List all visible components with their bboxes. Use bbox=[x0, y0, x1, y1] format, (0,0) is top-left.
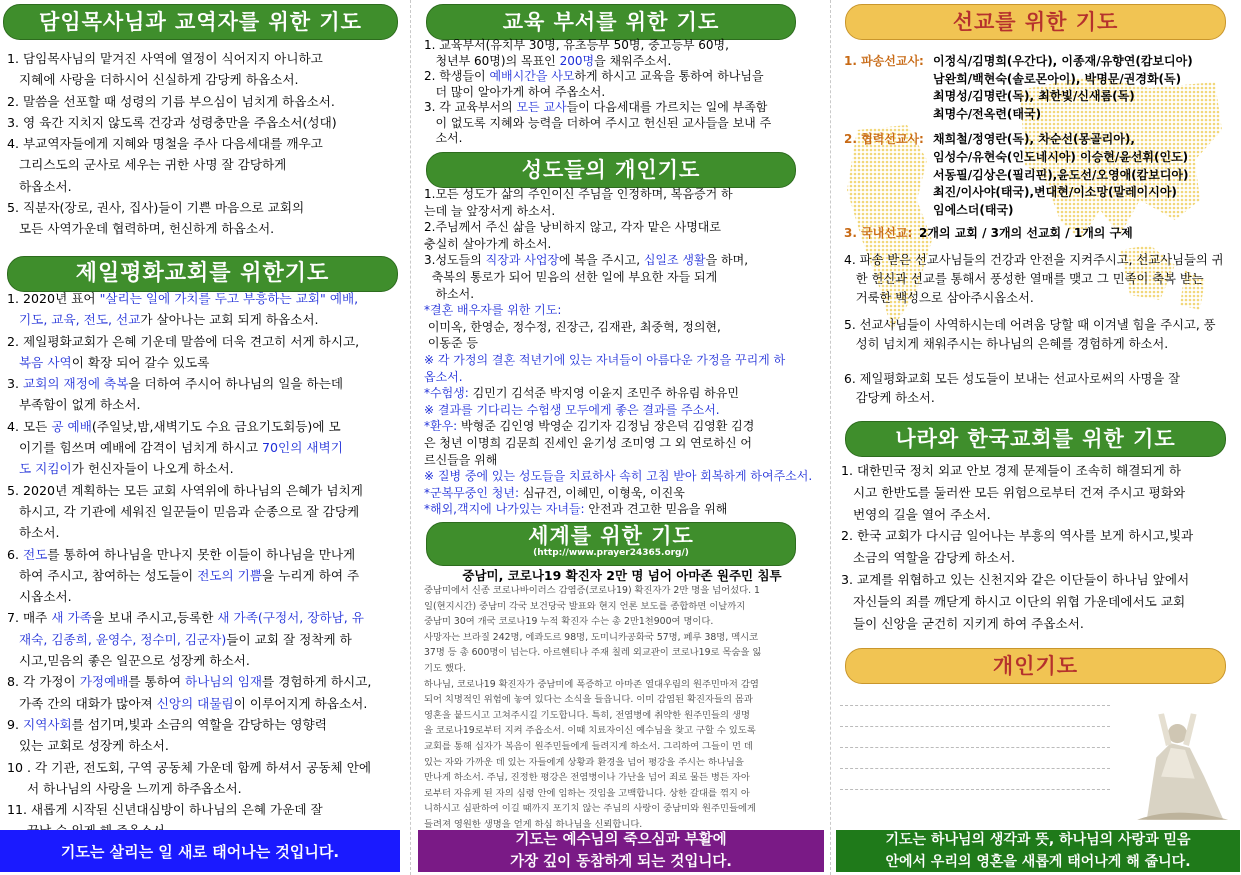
prayer-line bbox=[7, 671, 402, 692]
body-text: 박형준 김인영 박영순 김기자 김정님 장은덕 김영환 김경 bbox=[457, 419, 755, 434]
highlight-text: *군복무중인 청년: bbox=[424, 485, 520, 500]
prayer-line: 1. 담임목사님의 맡겨진 사역에 열정이 식어지지 아니하고 bbox=[7, 51, 323, 66]
body-text: 7. 매주 bbox=[7, 610, 52, 626]
body-text: 가 살아나는 교회 되게 하옵소서. bbox=[140, 312, 319, 328]
mission-line: 서동필/김상은(필리핀),윤도선/오영애(캄보디아) bbox=[933, 167, 1189, 182]
prayer-line: 5. 직분자(장로, 권사, 집사)들이 기쁜 마음으로 교회의 bbox=[7, 200, 305, 216]
body-text: 9. bbox=[7, 716, 24, 732]
prayer-line: 1. 대한민국 정치 외교 안보 경제 문제들이 조속히 해결되게 하 bbox=[841, 463, 1182, 478]
world-news-line: 사망자는 브라질 242명, 에콰도르 98명, 도미니카공화국 57명, 페루 38명, 멕시코 bbox=[424, 631, 759, 643]
prayer-line bbox=[424, 335, 824, 352]
prayer-line bbox=[7, 799, 402, 820]
domestic-mission-text: 2개의 교회 / 3개의 선교회 / 1개의 구제 bbox=[919, 226, 1133, 241]
body-text: 들이 교회 잘 정착케 하 bbox=[226, 631, 352, 647]
header-members-prayer: 성도들의 개인기도 bbox=[426, 152, 796, 188]
prayer-line bbox=[7, 309, 402, 330]
world-news-line: 일(현지시간) 중남미 각국 보건당국 발표와 현지 언론 보도를 종합하면 이날까지 bbox=[424, 600, 746, 612]
prayer-line: 들이 신앙을 굳건히 지키게 하여 주옵소서. bbox=[841, 615, 1084, 631]
mission-line: 이정식/김명희(우간다), 이종재/유향연(캄보디아) bbox=[933, 54, 1193, 68]
highlight-text: ※ 결과를 기다리는 수험생 모두에게 좋은 결과를 주소서. bbox=[424, 402, 720, 417]
fold-divider bbox=[830, 0, 831, 875]
prayer-line bbox=[424, 69, 820, 85]
world-news-body bbox=[424, 583, 822, 833]
header-mission-prayer: 선교를 위한 기도 bbox=[845, 4, 1226, 40]
mission-line: 임성수/유현숙(인도네시아) 이승현/윤선휘(인도) bbox=[933, 149, 1189, 164]
highlight-text: 가정예배 bbox=[79, 674, 129, 690]
prayer-line bbox=[7, 607, 402, 628]
body-text: 를 섬기며,빛과 소금의 역할을 감당하는 영향력 bbox=[71, 716, 327, 732]
prayer-line bbox=[7, 522, 402, 543]
world-news-line: 영혼을 붙드시고 고쳐주시길 기도합니다. 특히, 전염병에 취약한 원주민들의 생명 bbox=[424, 709, 750, 721]
body-text: 1. 2020년 표어 bbox=[7, 291, 100, 306]
body-text: 를 통하여 하나님을 만나지 못한 이들이 하나님을 만나게 bbox=[47, 546, 356, 562]
header-church-prayer: 제일평화교회를 위한기도 bbox=[7, 256, 398, 292]
body-text: 하게 하시고 교육을 통하여 하나님을 bbox=[574, 69, 764, 83]
prayer-line: 4. 부교역자들에게 지혜와 명철을 주사 다음세대를 깨우고 bbox=[7, 136, 323, 152]
body-text: 하여 주시고, 참여하는 성도들이 bbox=[7, 567, 198, 583]
prayer-line bbox=[7, 757, 402, 778]
footer-c-line2: 안에서 우리의 영혼을 새롭게 태어나게 해 줍니다. bbox=[885, 854, 1191, 870]
prayer-line: 번영의 길을 열어 주소서. bbox=[841, 506, 991, 522]
world-news-line: 있는 자와 가까운 데 있는 자들에게 상황과 환경을 넘어 평강을 주시는 하나님을 bbox=[424, 756, 744, 768]
sent-missionary-names bbox=[933, 53, 1193, 123]
mission-line: 최명수/전옥련(태국) bbox=[933, 106, 1042, 121]
body-text: 이 이루어지게 하옵소서. bbox=[233, 695, 368, 711]
nation-prayer-list bbox=[841, 460, 1239, 634]
highlight-text: 교회의 재정에 축복 bbox=[23, 376, 129, 392]
body-text: 이기를 힘쓰며 예배에 감격이 넘치게 하시고 bbox=[7, 440, 263, 456]
world-news-line: 을 코로나19로부터 지켜 주옵소서. 이때 치료자이신 예수님을 찾고 구할 수 있도록 bbox=[424, 725, 756, 737]
body-text: 를 통하여 bbox=[128, 674, 186, 690]
highlight-text: 전도 bbox=[23, 546, 48, 562]
header-pastor-prayer: 담임목사님과 교역자를 위한 기도 bbox=[3, 4, 398, 40]
prayer-line: 2. 말씀을 선포할 때 성령의 기름 부으심이 넘치게 하옵소서. bbox=[7, 93, 335, 109]
prayer-line bbox=[7, 629, 402, 650]
column-ministry bbox=[412, 0, 826, 875]
prayer-line bbox=[424, 100, 820, 116]
world-prayer-title: 세계를 위한 기도 bbox=[528, 524, 694, 548]
prayer-line bbox=[424, 369, 824, 386]
prayer-line bbox=[424, 286, 824, 303]
body-text: 하소서. bbox=[7, 525, 60, 541]
mission-line: 남완희/백현숙(솔로몬아이), 박명문/권경화(독) bbox=[933, 71, 1182, 86]
body-text: 시옵소서. bbox=[7, 589, 72, 605]
body-text: 8. 각 가정이 bbox=[7, 674, 80, 690]
body-text: 1. 교육부서(유치부 30명, 유초등부 50명, 중고등부 60명, bbox=[424, 38, 729, 52]
prayer-line: 자신들의 죄를 깨닫게 하시고 이단의 위협 가운데에서도 교회 bbox=[841, 593, 1186, 609]
education-prayer-list bbox=[424, 38, 820, 147]
prayer-line: 3. 영 육간 지치지 않도록 건강과 성령충만을 주옵소서(성대) bbox=[7, 114, 337, 130]
highlight-text: 하나님의 임재 bbox=[185, 674, 263, 690]
prayer-line bbox=[7, 544, 402, 565]
prayer-line bbox=[7, 586, 402, 607]
body-text: 3. bbox=[7, 376, 24, 392]
prayer-line bbox=[424, 236, 824, 253]
body-text: 는데 늘 앞장서게 하소서. bbox=[424, 203, 556, 218]
prayer-line bbox=[424, 319, 824, 336]
highlight-text: 새 가족 bbox=[51, 610, 92, 626]
world-news-line: 하나님, 코로나19 확진자가 중남미에 폭증하고 아마존 열대우림의 원주민마저 감염 bbox=[424, 678, 759, 690]
mission-item-2 bbox=[844, 131, 1239, 219]
prayer-line bbox=[7, 650, 402, 671]
mission-item-5 bbox=[844, 316, 1239, 354]
prayer-line bbox=[7, 501, 402, 522]
highlight-text: 지역사회 bbox=[23, 716, 72, 732]
footer-c-line1: 기도는 하나님의 생각과 뜻, 하나님의 사랑과 믿음 bbox=[885, 832, 1191, 848]
world-news-title: 중남미, 코로나19 확진자 2만 명 넘어 아마존 원주민 침투 bbox=[462, 568, 782, 583]
prayer-line bbox=[424, 452, 824, 469]
mission-line: 거룩한 백성으로 삼아주시옵소서. bbox=[844, 290, 1034, 305]
body-text: 이동준 등 bbox=[424, 336, 478, 351]
prayer-line bbox=[7, 288, 402, 309]
prayer-line: 소금의 역할을 감당케 하소서. bbox=[841, 550, 1016, 566]
body-text: 11. 새롭게 시작된 신년대심방이 하나님의 은혜 가운데 잘 bbox=[7, 802, 323, 818]
highlight-text: *환우: bbox=[424, 419, 458, 434]
mission-item-6 bbox=[844, 370, 1239, 408]
body-text: 1.모든 성도가 삶의 주인이신 주님을 인정하며, 복음증거 하 bbox=[424, 187, 733, 201]
body-text: 소서. bbox=[424, 131, 463, 145]
highlight-text: 십일조 생활 bbox=[643, 253, 706, 268]
world-news-line: 37명 등 총 600명이 넘는다. 아르헨티나 주재 칠레 외교관이 코로나19로 목숨을 잃 bbox=[424, 647, 762, 659]
prayer-line bbox=[7, 565, 402, 586]
prayer-line bbox=[7, 373, 402, 394]
prayer-line bbox=[424, 54, 820, 70]
highlight-text: "살리는 일에 가치를 두고 부흥하는 교회" 예배, bbox=[99, 291, 359, 306]
body-text: 을 더하여 주시어 하나님의 일을 하는데 bbox=[128, 376, 344, 392]
body-text: (주일낮,밤,새벽기도 수요 금요기도회등)에 모 bbox=[91, 418, 341, 434]
body-text: 서 하나님의 사랑을 느끼게 하주옵소서. bbox=[7, 780, 242, 796]
mission-line: 성히 넘치게 채워주시는 하나님의 은혜를 경험하게 하소서. bbox=[844, 336, 1169, 351]
highlight-text: *해외,객지에 나가있는 자녀들: bbox=[424, 502, 585, 517]
highlight-text: 모든 교사 bbox=[516, 100, 567, 114]
footer-banner-a: 기도는 살리는 일 새로 태어나는 것입니다. bbox=[0, 830, 400, 872]
prayer-line bbox=[424, 352, 824, 369]
prayer-line bbox=[424, 252, 824, 269]
body-text: 5. 2020년 계획하는 모든 교회 사역위에 하나님의 은혜가 넘치게 bbox=[7, 482, 363, 498]
column-pastor-church bbox=[0, 0, 408, 875]
header-world-prayer bbox=[426, 522, 796, 566]
highlight-text: 70인의 새벽기 bbox=[262, 440, 343, 456]
highlight-text: ※ 질병 중에 있는 성도들을 치료하사 속히 고침 받아 회복하게 하여주소서. bbox=[424, 469, 813, 484]
header-nation-prayer: 나라와 한국교회를 위한 기도 bbox=[845, 421, 1226, 457]
body-text: 들이 다음세대를 가르치는 일에 부족함 bbox=[566, 100, 768, 114]
prayer-line bbox=[424, 131, 820, 147]
body-text: 시고,믿음의 좋은 일꾼으로 성장케 하소서. bbox=[7, 653, 250, 669]
members-prayer-list bbox=[424, 186, 824, 518]
body-text: 안전과 견고한 믿음을 위해 bbox=[584, 502, 728, 517]
body-text: 하소서. bbox=[424, 286, 475, 301]
body-text: 부족함이 없게 하소서. bbox=[7, 397, 141, 413]
world-news-line: 되어 치명적인 위험에 놓여 있다는 소식을 들읍니다. 이미 감염된 확진자들의 몸과 bbox=[424, 694, 753, 706]
highlight-text: 재숙, 김종희, 윤영수, 정수미, 김군자) bbox=[7, 631, 227, 647]
world-news-line: 로부터 자유케 된 자의 심령 안에 임하는 것임을 고백합니다. 상한 갈대를 꺾지 아 bbox=[424, 787, 750, 799]
body-text: 청년부 60명)의 목표인 bbox=[424, 53, 560, 68]
mission-line: 최명성/김명란(독), 최한빛/신새롬(독) bbox=[933, 89, 1135, 104]
body-text: 축복의 통로가 되어 믿음의 선한 일에 부요한 자들 되게 bbox=[424, 269, 718, 284]
highlight-text: 새 가족(구정서, 장하남, 유 bbox=[217, 610, 364, 626]
prayer-line bbox=[7, 352, 402, 373]
prayer-line bbox=[424, 485, 824, 502]
highlight-text: 전도의 기쁨 bbox=[197, 567, 263, 583]
body-text: 이미옥, 한영순, 정수정, 진장근, 김재관, 최중혁, 정의현, bbox=[424, 319, 721, 334]
prayer-line bbox=[424, 501, 824, 518]
prayer-line bbox=[424, 85, 820, 101]
body-text: 김민기 김석준 박지영 이윤지 조민주 하유림 하유민 bbox=[468, 386, 739, 401]
mission-line: 감당케 하소서. bbox=[844, 390, 935, 405]
body-text: 를 경험하게 하시고, bbox=[262, 674, 372, 690]
mission-item-3 bbox=[844, 225, 1239, 243]
prayer-line bbox=[424, 219, 824, 236]
body-text: 을 보내 주시고,등록한 bbox=[91, 610, 218, 626]
body-text: 2. 제일평화교회가 은혜 기운데 말씀에 더욱 견고히 서게 하시고, bbox=[7, 333, 360, 349]
world-news-line: 만나게 하소서. 주님, 진정한 평강은 전염병이나 가난을 넘어 죄로 물든 병든 자아 bbox=[424, 772, 750, 784]
partner-missionary-names bbox=[933, 131, 1189, 219]
body-text: 이 확장 되어 갈수 있도록 bbox=[71, 354, 210, 370]
prayer-line bbox=[424, 38, 820, 54]
body-text: 4. 모든 bbox=[7, 418, 52, 434]
body-text: 10 . 각 기관, 전도회, 구역 공동체 가운데 함께 하셔서 공동체 안에 bbox=[7, 759, 372, 775]
world-news-line: 들려져 영원한 생명을 얻게 하심 하나님을 신뢰합니다. bbox=[424, 818, 643, 830]
prayer-line: 지혜에 사랑을 더하시어 신실하게 감당케 하옵소서. bbox=[7, 72, 299, 88]
body-text: 을 하며, bbox=[705, 253, 749, 268]
prayer-line: 2. 한국 교회가 다시금 일어나는 부흥의 역사를 보게 하시고,빛과 bbox=[841, 528, 1194, 544]
personal-prayer-lines bbox=[840, 705, 1110, 810]
mission-line: 채희철/정영란(독), 차순선(몽골리아), bbox=[933, 132, 1135, 147]
prayer-line bbox=[424, 385, 824, 402]
highlight-text: 200명 bbox=[559, 53, 595, 68]
prayer-line: 하옵소서. bbox=[7, 178, 72, 194]
body-text: 심규건, 이혜민, 이형욱, 이진욱 bbox=[519, 485, 685, 500]
highlight-text: 복음 사역 bbox=[7, 354, 72, 370]
footer-b-line2: 가장 깊이 동참하게 되는 것입니다. bbox=[510, 854, 732, 870]
highlight-text: 예배시간을 사모 bbox=[489, 69, 575, 83]
prayer-line: 모든 사역가운데 협력하며, 헌신하게 하옵소서. bbox=[7, 221, 275, 237]
highlight-text: 기도, 교육, 전도, 선교 bbox=[7, 312, 141, 328]
prayer-line bbox=[424, 402, 824, 419]
footer-b-line1: 기도는 예수님의 죽으심과 부활에 bbox=[515, 832, 727, 848]
prayer-line bbox=[7, 437, 402, 458]
highlight-text: *결혼 배우자를 위한 기도: bbox=[424, 303, 562, 318]
pastor-prayer-list bbox=[7, 48, 402, 240]
body-text: 에 복을 주시고, bbox=[559, 253, 644, 268]
mission-line: 임에스더(태국) bbox=[933, 202, 1014, 217]
footer-banner-c bbox=[836, 830, 1240, 872]
body-text: 2.주님께서 주신 삶을 낭비하지 않고, 각자 맡은 사명대로 bbox=[424, 220, 721, 235]
prayer-line bbox=[7, 331, 402, 352]
body-text: 은 청년 이명희 김문희 진세인 윤기성 조미영 그 외 연로하신 어 bbox=[424, 435, 752, 450]
prayer-line bbox=[424, 186, 824, 203]
sent-missionary-label: 1. 파송선교사: bbox=[844, 54, 924, 68]
body-text: 을 채워주소서. bbox=[594, 53, 672, 68]
header-personal-prayer: 개인기도 bbox=[845, 648, 1226, 684]
body-text: 가족 간의 대화가 많아져 bbox=[7, 695, 157, 711]
highlight-text: *수험생: bbox=[424, 386, 469, 401]
mission-line: 6. 제일평화교회 모든 성도들이 보내는 선교사로써의 사명을 잘 bbox=[844, 371, 1181, 386]
world-news-line: 중남미에서 신종 코로나바이러스 감염증(코로나19) 확진자가 2만 명을 넘어섰다. 1 bbox=[424, 585, 760, 596]
church-prayer-list bbox=[7, 288, 402, 842]
body-text: 2. 학생들이 bbox=[424, 69, 490, 83]
mission-line: 한 헌신과 선교를 통해서 풍성한 열매를 맺고 그 민족이 축복 받는 bbox=[844, 271, 1204, 286]
prayer-line: 3. 교계를 위협하고 있는 신천지와 같은 이단들이 하나님 앞에서 bbox=[841, 571, 1190, 587]
praying-figure-illustration bbox=[1118, 690, 1233, 825]
column-mission bbox=[832, 0, 1241, 875]
body-text: 3. 각 교육부서의 bbox=[424, 100, 517, 114]
world-news-line: 니하시고 심판하여 이길 때까지 포기치 않는 주님의 사랑이 중남미와 원주민들에게 bbox=[424, 803, 756, 815]
prayer-line: 시고 한반도를 둘러싼 모든 위험으로부터 건져 주시고 평화와 bbox=[841, 484, 1186, 500]
world-news-line: 기도 했다. bbox=[424, 662, 466, 674]
footer-banner-b bbox=[418, 830, 824, 872]
prayer-line bbox=[424, 116, 820, 132]
prayer-line bbox=[7, 416, 402, 437]
prayer-line bbox=[424, 269, 824, 286]
body-text: 6. bbox=[7, 546, 24, 562]
fold-divider bbox=[410, 0, 411, 875]
body-text: 3.성도들의 bbox=[424, 253, 486, 268]
prayer-line bbox=[424, 203, 824, 220]
mission-line: 5. 선교사님들이 사역하시는데 어려움 당할 때 이겨낼 힘을 주시고, 풍 bbox=[844, 317, 1216, 332]
mission-item-4 bbox=[844, 251, 1239, 308]
prayer-line bbox=[7, 458, 402, 479]
world-prayer-url: (http://www.prayer24365.org/) bbox=[533, 548, 689, 558]
body-text: 이 없도록 지혜와 능력을 더하여 주시고 헌신된 교사들을 보내 주 bbox=[424, 115, 772, 130]
body-text: 르신들을 위해 bbox=[424, 452, 498, 467]
prayer-line bbox=[7, 394, 402, 415]
mission-line: 최진/이사야(태국),변대현/이소망(말레이시아) bbox=[933, 185, 1177, 200]
mission-prayer-list bbox=[844, 53, 1239, 408]
domestic-mission-label: 3. 국내선교: bbox=[844, 226, 913, 241]
partner-missionary-label: 2. 협력선교사: bbox=[844, 132, 924, 147]
prayer-line bbox=[7, 714, 402, 735]
highlight-text: 직장과 사업장 bbox=[485, 253, 560, 268]
world-news-line: 중남미 30여 개국 코로나19 누적 확진자 수는 총 2만1천900여 명이다. bbox=[424, 616, 714, 628]
highlight-text: ※ 각 가정의 결혼 적년기에 있는 자녀들이 아름다운 가정을 꾸리게 하 bbox=[424, 352, 786, 367]
highlight-text: 도 지킴이 bbox=[7, 461, 72, 477]
body-text: 가 헌신자들이 나오게 하소서. bbox=[71, 461, 234, 477]
prayer-line: 그리스도의 군사로 세우는 귀한 사명 잘 감당하게 bbox=[7, 157, 287, 173]
prayer-line bbox=[7, 778, 402, 799]
prayer-line bbox=[424, 302, 824, 319]
prayer-line bbox=[7, 735, 402, 756]
highlight-text: 옵소서. bbox=[424, 369, 463, 384]
highlight-text: 공 예배 bbox=[51, 418, 92, 434]
body-text: 하시고, 각 기관에 세워진 일꾼들이 믿음과 순종으로 잘 감당케 bbox=[7, 503, 360, 519]
body-text: 더 많이 알아가게 하여 주옵소서. bbox=[424, 84, 606, 99]
mission-line: 4. 파송 받은 선교사님들의 건강과 안전을 지켜주시고, 선교사님들의 귀 bbox=[844, 252, 1224, 267]
prayer-line bbox=[7, 480, 402, 501]
header-education-prayer: 교육 부서를 위한 기도 bbox=[426, 4, 796, 40]
prayer-line bbox=[424, 418, 824, 435]
prayer-line bbox=[424, 468, 824, 485]
prayer-line bbox=[7, 693, 402, 714]
body-text: 충실히 살아가게 하소서. bbox=[424, 236, 552, 251]
body-text: 있는 교회로 성장케 하소서. bbox=[7, 738, 169, 754]
mission-item-1 bbox=[844, 53, 1239, 123]
highlight-text: 신앙의 대물림 bbox=[156, 695, 234, 711]
prayer-line bbox=[424, 435, 824, 452]
world-news-line: 교회를 통해 십자가 복음이 원주민들에게 들려지게 하소서. 그리하여 그들이 먼 데 bbox=[424, 740, 753, 752]
body-text: 을 누리게 하여 주 bbox=[262, 567, 360, 583]
